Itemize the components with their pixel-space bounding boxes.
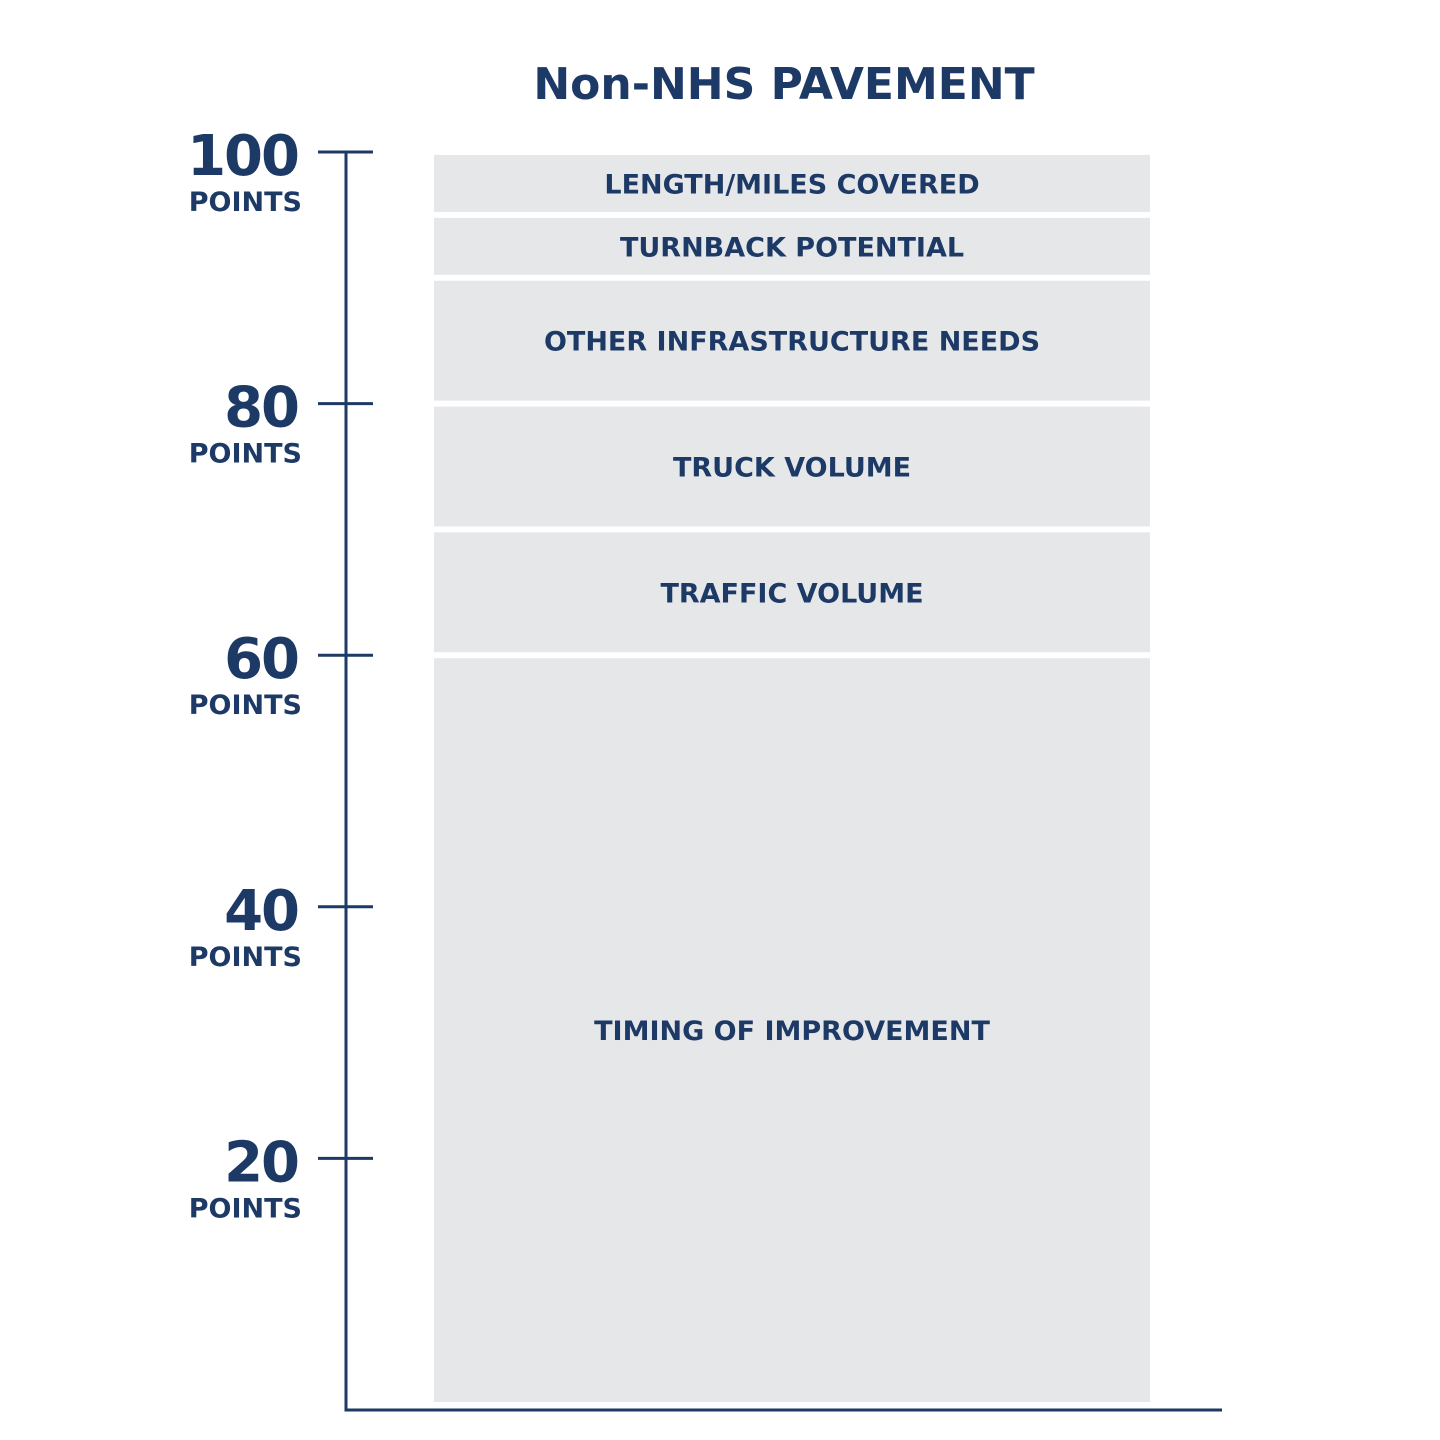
y-tick-label-60: 60: [224, 627, 298, 693]
segment-label-traffic-volume: TRAFFIC VOLUME: [660, 578, 924, 610]
chart-title: Non-NHS PAVEMENT: [533, 59, 1035, 110]
y-tick-unit-100: POINTS: [188, 187, 302, 218]
y-tick-unit-80: POINTS: [188, 438, 302, 470]
y-tick-unit-40: POINTS: [188, 941, 302, 973]
segment-label-timing-of-improvement: TIMING OF IMPROVEMENT: [594, 1016, 990, 1048]
y-tick-label-80: 80: [224, 375, 298, 441]
y-tick-unit-20: POINTS: [188, 1193, 302, 1225]
y-tick-unit-60: POINTS: [188, 690, 302, 722]
y-tick-label-100: 100: [187, 124, 298, 189]
segment-label-length-miles-covered: LENGTH/MILES COVERED: [604, 169, 980, 201]
y-tick-label-40: 40: [224, 878, 298, 944]
y-tick-label-20: 20: [224, 1130, 298, 1196]
segment-label-turnback-potential: TURNBACK POTENTIAL: [619, 232, 965, 264]
segments-group: [434, 155, 1150, 1402]
segment-label-truck-volume: TRUCK VOLUME: [672, 452, 912, 484]
segment-label-other-infrastructure-needs: OTHER INFRASTRUCTURE NEEDS: [543, 326, 1041, 358]
